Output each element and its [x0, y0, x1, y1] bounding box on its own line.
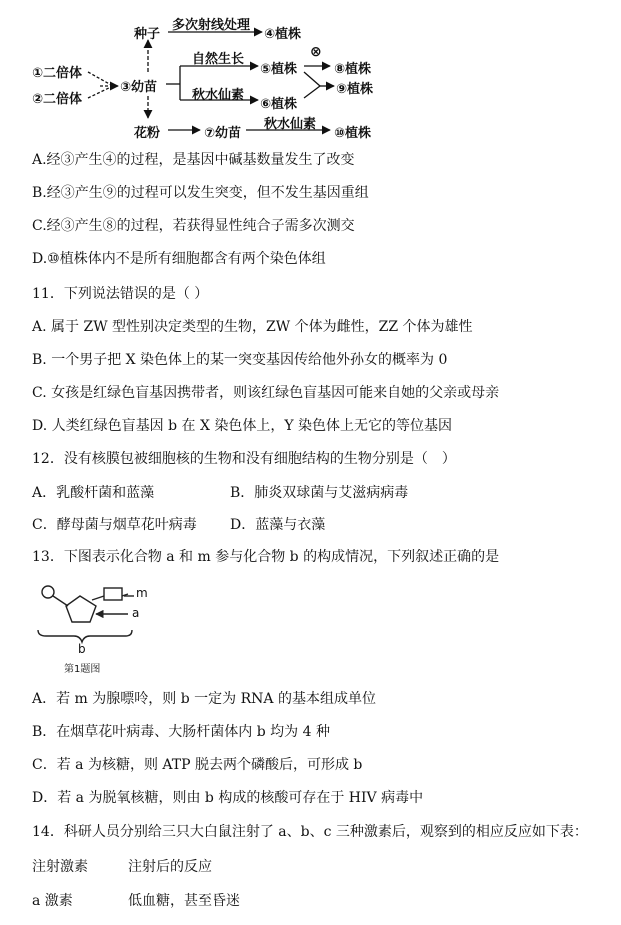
label-colchicine1: 秋水仙素: [192, 88, 245, 103]
label-radiation: 多次射线处理: [172, 18, 251, 33]
q14-row1-hormone: a 激素: [32, 893, 73, 909]
q14-stem: 14．科研人员分别给三只大白鼠注射了 a、b、c 三种激素后，观察到的相应反应如下表：: [32, 824, 588, 840]
label-seedling7: ⑦幼苗: [204, 126, 242, 141]
label-natural-growth: 自然生长: [192, 52, 245, 67]
q11-option-d: D. 人类红绿色盲基因 b 在 X 染色体上，Y 染色体上无它的等位基因: [32, 418, 453, 434]
q12-option-c: C．酵母菌与烟草花叶病毒: [32, 517, 197, 533]
q13-option-d: D．若 a 为脱氧核糖，则由 b 构成的核酸可存在于 HIV 病毒中: [32, 790, 424, 806]
q11-option-a: A. 属于 ZW 型性别决定类型的生物，ZW 个体为雌性，ZZ 个体为雄性: [32, 319, 473, 335]
label-plant5: ⑤植株: [260, 62, 298, 77]
label-plant9: ⑨植株: [336, 82, 374, 97]
q12-stem: 12．没有核膜包被细胞核的生物和没有细胞结构的生物分别是（ ）: [32, 451, 456, 467]
figure-label-a: a: [132, 606, 140, 620]
label-colchicine2: 秋水仙素: [264, 117, 317, 132]
q13-option-c: C．若 a 为核糖，则 ATP 脱去两个磷酸后，可形成 b: [32, 757, 363, 773]
q10-option-d: D.⑩植株体内不是所有细胞都含有两个染色体组: [32, 251, 326, 267]
figure-label-m: m: [136, 586, 148, 600]
q14-col-reaction: 注射后的反应: [128, 859, 212, 875]
label-plant6: ⑥植株: [260, 97, 298, 112]
q10-option-c: C.经③产生⑧的过程，若获得显性纯合子需多次测交: [32, 218, 355, 234]
q11-stem: 11．下列说法错误的是（ ）: [32, 286, 209, 302]
q12-option-b: B．肺炎双球菌与艾滋病病毒: [230, 485, 409, 501]
q13-option-b: B．在烟草花叶病毒、大肠杆菌体内 b 均为 4 种: [32, 724, 330, 740]
figure-label-b: b: [78, 642, 86, 656]
q10-option-b: B.经③产生⑨的过程可以发生突变，但不发生基因重组: [32, 185, 369, 201]
q14-col-injected-hormone: 注射激素: [32, 859, 88, 875]
q11-option-c: C. 女孩是红绿色盲基因携带者，则该红绿色盲基因可能来自她的父亲或母亲: [32, 385, 500, 401]
label-plant8: ⑧植株: [334, 62, 372, 77]
label-seed: 种子: [134, 27, 161, 42]
figure-caption: 第1题图: [64, 664, 101, 675]
label-diploid1: ①二倍体: [32, 66, 83, 81]
q14-table-row: [32, 890, 240, 910]
q12-option-d: D．蓝藻与衣藻: [230, 517, 326, 533]
label-plant4: ④植株: [264, 27, 302, 42]
q13-option-a: A．若 m 为腺嘌呤，则 b 一定为 RNA 的基本组成单位: [32, 691, 376, 707]
q14-row1-reaction: 低血糖，甚至昏迷: [128, 893, 240, 909]
q13-stem: 13．下图表示化合物 a 和 m 参与化合物 b 的构成情况，下列叙述正确的是: [32, 549, 500, 565]
label-plant10: ⑩植株: [334, 126, 372, 141]
q14-table-header: [32, 856, 212, 876]
q11-option-b: B. 一个男子把 X 染色体上的某一突变基因传给他外孙女的概率为 0: [32, 352, 448, 368]
q10-option-a: A.经③产生④的过程，是基因中碱基数量发生了改变: [32, 152, 355, 168]
selfing-symbol: ⊗: [310, 44, 322, 60]
label-seedling3: ③幼苗: [120, 80, 158, 95]
label-pollen: 花粉: [134, 126, 161, 141]
label-diploid2: ②二倍体: [32, 92, 83, 107]
q12-option-a: A．乳酸杆菌和蓝藻: [32, 485, 155, 501]
